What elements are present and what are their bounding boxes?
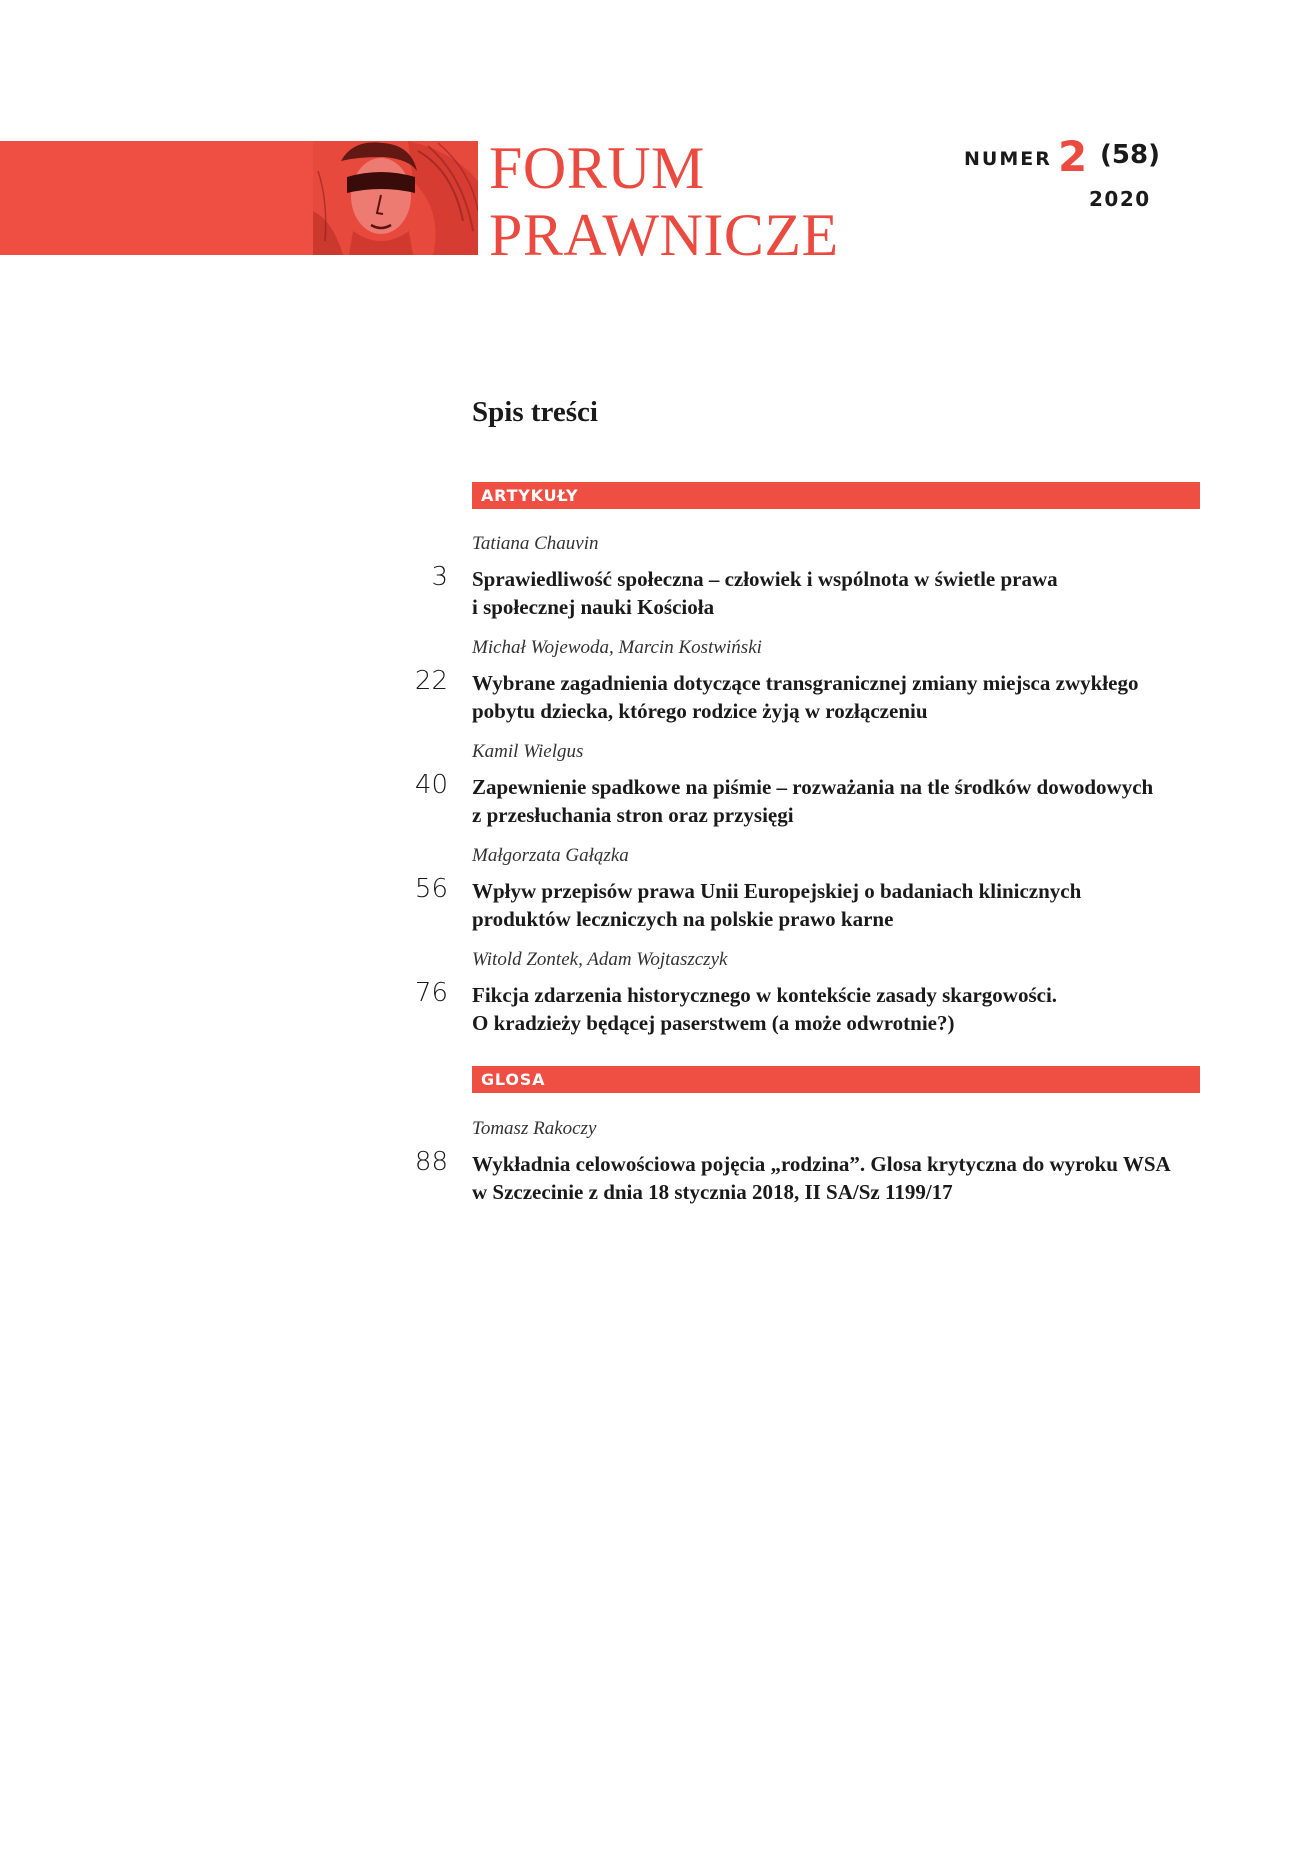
entry-author: Małgorzata Gałązka [472, 845, 629, 866]
entry-title[interactable] [472, 565, 1212, 621]
entry-title-line: Wykładnia celowościowa pojęcia „rodzina”. Glosa krytyczna do wyroku WSA [472, 1152, 1171, 1176]
entry-title[interactable] [472, 981, 1212, 1037]
entry-page-number: 22 [414, 666, 448, 696]
entry-title-line: Wybrane zagadnienia dotyczące transgranicznej zmiany miejsca zwykłego [472, 671, 1139, 695]
entry-author: Witold Zontek, Adam Wojtaszczyk [472, 949, 728, 970]
entry-title[interactable] [472, 773, 1212, 829]
section-header-glosa: GLOSA [472, 1066, 1200, 1093]
entry-title-line: i społecznej nauki Kościoła [472, 595, 715, 619]
entry-page-number: 88 [414, 1147, 448, 1177]
toc-heading: Spis treści [472, 396, 598, 428]
entry-title[interactable] [472, 669, 1212, 725]
entry-title-line: z przesłuchania stron oraz przysięgi [472, 803, 794, 827]
entry-title-line: Sprawiedliwość społeczna – człowiek i wspólnota w świetle prawa [472, 567, 1058, 591]
entry-page-number: 3 [431, 562, 448, 592]
section-header-articles: ARTYKUŁY [472, 482, 1200, 509]
journal-title-line-1: FORUM [489, 135, 705, 201]
entry-page-number: 40 [414, 770, 448, 800]
entry-author: Kamil Wielgus [472, 741, 584, 762]
issue-label: NUMER [964, 148, 1052, 170]
entry-title-line: O kradzieży będącej paserstwem (a może odwrotnie?) [472, 1011, 955, 1035]
issue-number: 2 [1058, 132, 1088, 181]
entry-page-number: 76 [414, 978, 448, 1008]
entry-title-line: produktów leczniczych na polskie prawo karne [472, 907, 894, 931]
entry-title[interactable] [472, 1150, 1212, 1206]
entry-title-line: w Szczecinie z dnia 18 stycznia 2018, II SA/Sz 1199/17 [472, 1180, 953, 1204]
issue-year: 2020 [1089, 187, 1151, 211]
entry-title-line: Wpływ przepisów prawa Unii Europejskiej o badaniach klinicznych [472, 879, 1082, 903]
entry-title-line: Zapewnienie spadkowe na piśmie – rozważania na tle środków dowodowych [472, 775, 1154, 799]
entry-title-line: pobytu dziecka, którego rodzice żyją w rozłączeniu [472, 699, 928, 723]
entry-title-line: Fikcja zdarzenia historycznego w kontekście zasady skargowości. [472, 983, 1058, 1007]
journal-title-line-2: PRAWNICZE [489, 202, 839, 268]
issue-cumulative-number: (58) [1100, 140, 1160, 170]
lady-justice-illustration [313, 141, 478, 255]
entry-title[interactable] [472, 877, 1212, 933]
entry-author: Michał Wojewoda, Marcin Kostwiński [472, 637, 762, 658]
issue-info [962, 132, 1160, 216]
entry-author: Tatiana Chauvin [472, 533, 599, 554]
entry-page-number: 56 [414, 874, 448, 904]
entry-author: Tomasz Rakoczy [472, 1118, 597, 1139]
